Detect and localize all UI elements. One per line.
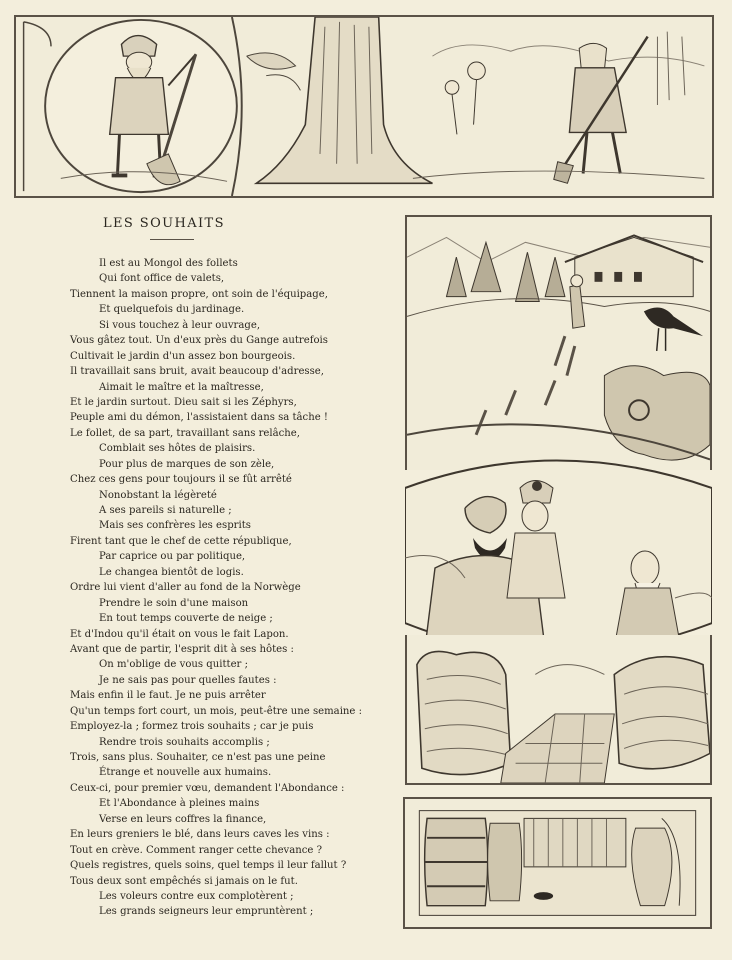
poem-line: Rendre trois souhaits accomplis ;: [99, 736, 270, 748]
poem-line: Peuple ami du démon, l'assistaient dans sa tâche !: [70, 412, 328, 424]
wine-barrels-drawing: [405, 799, 710, 927]
poem-line: Qu'un temps fort court, un mois, peut-être une semaine :: [70, 705, 363, 717]
poem-line: Tous deux sont empêchés si jamais on le fut.: [70, 875, 298, 887]
poem-text: [70, 256, 400, 920]
poem-line: Trois, sans plus. Souhaiter, ce n'est pas une peine: [70, 752, 326, 763]
poem-line: Il travaillait sans bruit, avait beaucoup d'adresse,: [70, 366, 324, 378]
poem-line: A ses pareils si naturelle ;: [99, 505, 232, 516]
poem-line: Mais ses confrères les esprits: [99, 520, 251, 532]
poem-line: Nonobstant la légèreté: [99, 489, 217, 501]
poem-line: Vous gâtez tout. Un d'eux près du Gange autrefois: [70, 335, 328, 347]
poem-line: Par caprice ou par politique,: [99, 551, 246, 563]
poem-line: Prendre le soin d'une maison: [99, 597, 249, 609]
gnome-gardener-drawing: [16, 17, 712, 196]
poem-line: Cultivait le jardin d'un assez bon bourgeois.: [70, 350, 296, 362]
poem-line: Qui font office de valets,: [99, 273, 225, 285]
poem-line: Avant que de partir, l'esprit dit à ses hôtes :: [70, 643, 294, 655]
poem-line: Ordre lui vient d'aller au fond de la Norwège: [70, 582, 301, 594]
snow-scene-illustration: [405, 215, 712, 470]
sacks-scene-illustration: [405, 635, 712, 785]
poem-line: Les voleurs contre eux complotèrent ;: [99, 890, 294, 902]
poem-line: Quels registres, quels soins, quel temps il leur fallut ?: [70, 860, 347, 872]
top-banner-illustration: [14, 15, 714, 198]
poem-line: Pour plus de marques de son zèle,: [99, 458, 275, 470]
title-underline: [150, 239, 194, 240]
poem-line: Tout en crève. Comment ranger cette chevance ?: [70, 844, 323, 856]
poem-line: On m'oblige de vous quitter ;: [99, 659, 248, 671]
poem-line: Et d'Indou qu'il était on vous le fait Lapon.: [70, 628, 289, 640]
poem-line: Le follet, de sa part, travaillant sans relâche,: [70, 427, 300, 439]
poem-title: LES SOUHAITS: [103, 216, 225, 231]
cellar-scene-illustration: [403, 797, 712, 929]
poem-line: Et le jardin surtout. Dieu sait si les Zéphyrs,: [70, 396, 297, 408]
snowy-house-drawing: [407, 217, 710, 470]
poem-line: Le changea bientôt de logis.: [99, 566, 244, 578]
poem-line: Employez-la ; formez trois souhaits ; car je puis: [70, 721, 314, 733]
poem-line: Si vous touchez à leur ouvrage,: [99, 319, 261, 331]
poem-line: Et quelquefois du jardinage.: [99, 304, 245, 316]
poem-line: Verse en leurs coffres la finance,: [99, 813, 267, 825]
grain-sacks-drawing: [407, 635, 710, 783]
poem-line: Étrange et nouvelle aux humains.: [99, 767, 272, 779]
poem-line: Il est au Mongol des follets: [99, 258, 238, 269]
poem-line: Mais enfin il le faut. Je ne puis arrêter: [70, 690, 266, 702]
poem-line: Les grands seigneurs leur empruntèrent ;: [99, 906, 314, 918]
poem-line: Je ne sais pas pour quelles fautes :: [99, 674, 277, 686]
poem-line: Ceux-ci, pour premier vœu, demandent l'Abondance :: [70, 782, 345, 794]
poem-line: Comblait ses hôtes de plaisirs.: [99, 443, 256, 455]
poem-line: Et l'Abondance à pleines mains: [99, 798, 260, 810]
poem-line: Tiennent la maison propre, ont soin de l'équipage,: [70, 288, 328, 300]
poem-line: En tout temps couverte de neige ;: [99, 613, 273, 625]
poem-line: En leurs greniers le blé, dans leurs caves les vins :: [70, 829, 330, 841]
poem-line: Aimait le maître et la maîtresse,: [99, 381, 264, 393]
poem-line: Firent tant que le chef de cette république,: [70, 535, 292, 547]
poem-line: Chez ces gens pour toujours il se fût arrêté: [70, 474, 292, 486]
